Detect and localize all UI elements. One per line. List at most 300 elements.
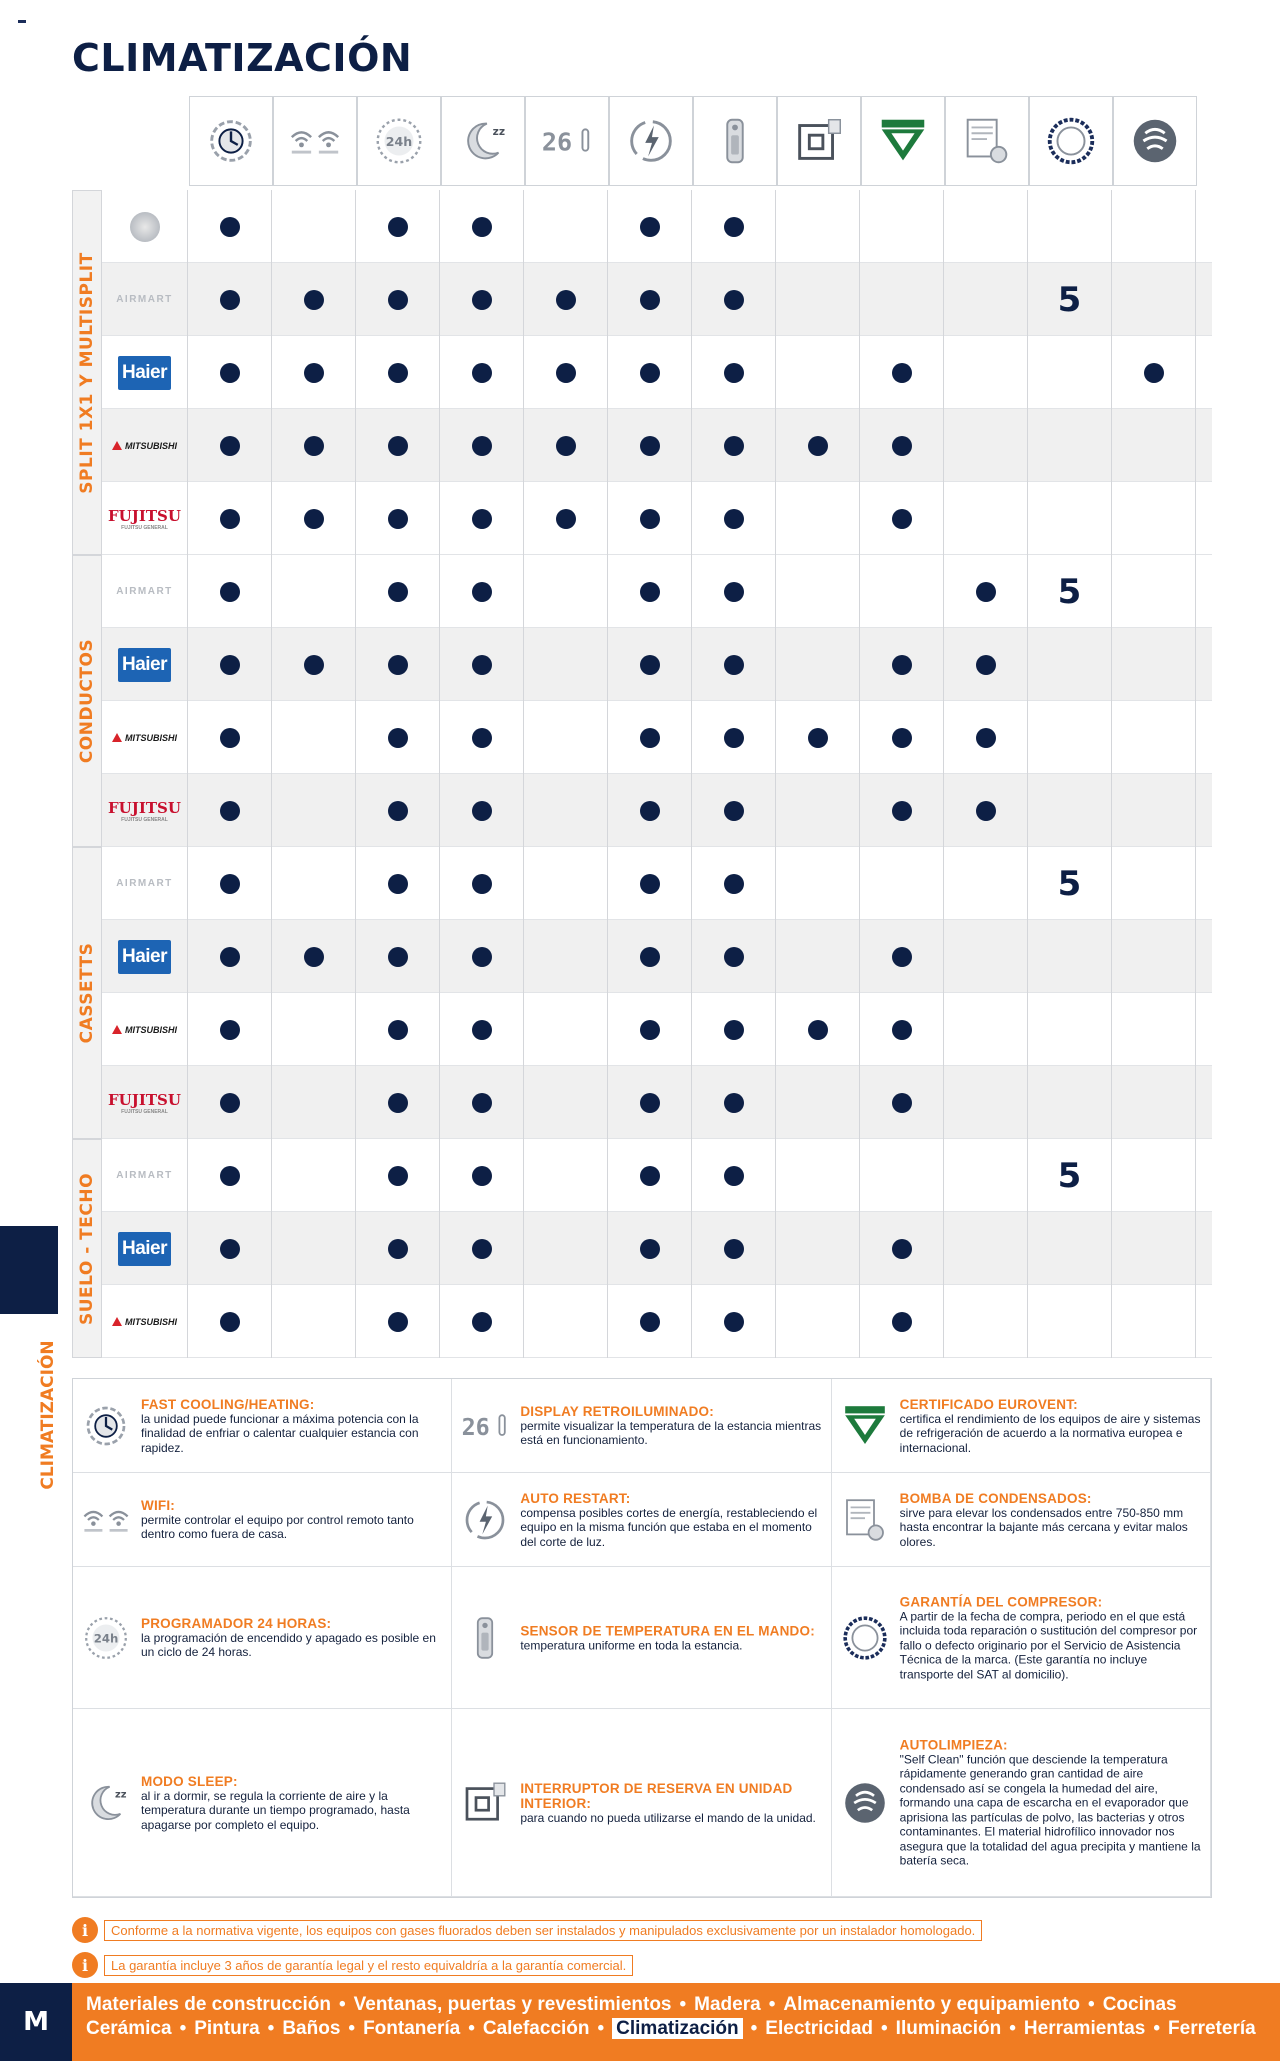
legend-description: la unidad puede funcionar a máxima potencia con la finalidad de enfriar o calentar cualquier estancia con rapidez.: [141, 1411, 419, 1455]
brand-fujitsu: FUJITSU FUJITSU GENERAL: [108, 1090, 181, 1115]
brand-round-logo-icon: [130, 212, 160, 242]
feature-cell: [188, 482, 272, 555]
feature-dot: [472, 1020, 492, 1040]
warranty-years-value: 5: [1057, 279, 1082, 320]
feature-dot: [892, 509, 912, 529]
feature-cell: [1112, 336, 1196, 409]
feature-dot: [556, 436, 576, 456]
feature-cell: [356, 993, 440, 1066]
feature-dot: [724, 290, 744, 310]
fast-cooling-icon: [189, 96, 273, 186]
feature-dot: [892, 947, 912, 967]
feature-cell: [860, 847, 944, 920]
feature-cell: [272, 993, 356, 1066]
brand-haier: Haier: [118, 356, 171, 390]
footer-category-link[interactable]: Materiales de construcción: [86, 1994, 331, 2015]
legend-text: [900, 1396, 1202, 1455]
feature-dot: [892, 1020, 912, 1040]
feature-cell: [692, 847, 776, 920]
footer-category-link[interactable]: Baños: [282, 2018, 341, 2039]
feature-dot: [640, 1093, 660, 1113]
legend-item: [452, 1379, 831, 1473]
feature-cell: [776, 190, 860, 263]
feature-cell: [188, 1139, 272, 1212]
feature-cell: [272, 701, 356, 774]
legend-item: [73, 1473, 452, 1567]
footer-separator: •: [348, 2018, 356, 2039]
feature-cell: [272, 409, 356, 482]
footer-separator: •: [338, 1994, 346, 2015]
page-title: CLIMATIZACIÓN: [72, 36, 413, 80]
feature-cell: [860, 190, 944, 263]
eurovent-icon: [838, 1399, 892, 1453]
feature-cell: [776, 555, 860, 628]
brand-cell: [102, 701, 188, 774]
feature-dot: [808, 1020, 828, 1040]
brand-mitsubishi: MITSUBISHI: [112, 1025, 177, 1035]
feature-dot: [472, 582, 492, 602]
legend-text: [900, 1737, 1202, 1868]
legend-text: [520, 1404, 822, 1448]
feature-dot: [472, 801, 492, 821]
feature-cell: [608, 1139, 692, 1212]
feature-dot: [388, 1239, 408, 1259]
feature-cell: [272, 1285, 356, 1358]
footer-category-link[interactable]: Fontanería: [363, 2018, 461, 2039]
brand-mitsubishi: MITSUBISHI: [112, 733, 177, 743]
footer-separator: •: [267, 2018, 275, 2039]
backup-switch-icon: [458, 1776, 512, 1830]
feature-cell: [356, 628, 440, 701]
feature-cell: [692, 1285, 776, 1358]
feature-dot: [724, 728, 744, 748]
legend-title: AUTO RESTART:: [520, 1490, 631, 1506]
feature-cell: [272, 482, 356, 555]
table-row: [102, 920, 1212, 993]
feature-cell: [1028, 1212, 1112, 1285]
feature-cell: [860, 336, 944, 409]
feature-dot: [388, 582, 408, 602]
footer-separator: •: [468, 2018, 475, 2039]
feature-cell: [1112, 409, 1196, 482]
footer-separator: •: [679, 1994, 687, 2015]
self-clean-icon: [1113, 96, 1197, 186]
feature-cell: [272, 190, 356, 263]
feature-cell: [944, 993, 1028, 1066]
feature-dot: [472, 1239, 492, 1259]
legend-title: INTERRUPTOR DE RESERVA EN UNIDAD INTERIOR:: [520, 1780, 793, 1811]
feature-cell: [272, 1212, 356, 1285]
feature-dot: [472, 874, 492, 894]
feature-cell: [440, 774, 524, 847]
feature-cell: [692, 1066, 776, 1139]
footer-category-link[interactable]: Herramientas: [1023, 2018, 1146, 2039]
feature-dot: [724, 655, 744, 675]
feature-cell: [1112, 1139, 1196, 1212]
feature-cell: [776, 336, 860, 409]
legend-description: "Self Clean" función que desciende la temperatura rápidamente generando gran cantidad de aire condensado así se congela la humedad del aire, formando una capa de escarcha en el evaporador que aprisiona las partículas de polvo, las bacterias y otros contaminantes. El material hidrofílico innovador nos asegura que la totalidad del agua precipita y mantiene la batería seca.: [899, 1752, 1201, 1868]
feature-cell: [524, 555, 608, 628]
feature-dot: [976, 655, 996, 675]
feature-cell: [356, 1139, 440, 1212]
feature-cell: [356, 1212, 440, 1285]
footer-category-link[interactable]: Madera: [694, 1994, 761, 2015]
svg-text:26: 26: [541, 127, 573, 157]
feature-cell: [524, 336, 608, 409]
feature-cell: [608, 336, 692, 409]
feature-dot: [892, 363, 912, 383]
feature-dot: [892, 1312, 912, 1332]
legend-text: [520, 1490, 822, 1549]
feature-dot: [724, 801, 744, 821]
feature-cell: [524, 482, 608, 555]
feature-dot: [472, 947, 492, 967]
backup-switch-icon: [777, 96, 861, 186]
feature-cell: [1028, 1285, 1112, 1358]
feature-dot: [724, 582, 744, 602]
feature-cell: [608, 263, 692, 336]
brand-airmart: AIRMART: [116, 878, 173, 889]
feature-cell: [440, 920, 524, 993]
feature-cell: [440, 336, 524, 409]
feature-cell: [944, 628, 1028, 701]
legend-title: AUTOLIMPIEZA:: [899, 1737, 1008, 1752]
feature-cell: [1112, 482, 1196, 555]
feature-dot: [220, 801, 240, 821]
footer-category-link[interactable]: Ferretería: [1168, 2018, 1256, 2039]
section-label: [72, 555, 102, 847]
feature-cell: [272, 774, 356, 847]
feature-dot: [388, 436, 408, 456]
feature-cell: [944, 482, 1028, 555]
feature-cell: [272, 847, 356, 920]
feature-dot: [388, 1020, 408, 1040]
footer-separator: •: [1009, 2018, 1016, 2039]
feature-cell: [1028, 774, 1112, 847]
feature-cell: [440, 701, 524, 774]
note-warranty: [72, 1952, 633, 1978]
feature-cell: [272, 555, 356, 628]
svg-text:24h: 24h: [385, 133, 413, 149]
feature-dot: [220, 1020, 240, 1040]
legend-text: [520, 1623, 822, 1653]
feature-cell: [692, 1212, 776, 1285]
section-label: [72, 1139, 102, 1358]
section-label-text: CONDUCTOS: [77, 638, 97, 764]
feature-dot: [304, 436, 324, 456]
feature-cell: [440, 555, 524, 628]
feature-dot: [472, 509, 492, 529]
brand-cell: [102, 993, 188, 1066]
feature-dot: [472, 363, 492, 383]
feature-cell: [692, 336, 776, 409]
feature-dot: [472, 1312, 492, 1332]
feature-cell: [776, 409, 860, 482]
legend-item: [452, 1709, 831, 1897]
feature-dot: [892, 436, 912, 456]
legend-description: permite visualizar la temperatura de la estancia mientras está en funcionamiento.: [520, 1418, 822, 1447]
legend-description: la programación de encendido y apagado es posible en un ciclo de 24 horas.: [141, 1630, 436, 1659]
feature-dot: [892, 1239, 912, 1259]
feature-dot: [220, 290, 240, 310]
feature-dot: [640, 947, 660, 967]
feature-dot: [388, 801, 408, 821]
feature-cell: [524, 628, 608, 701]
feature-cell: [1028, 409, 1112, 482]
feature-cell: [608, 482, 692, 555]
table-row: [102, 1066, 1212, 1139]
feature-dot: [640, 290, 660, 310]
feature-cell: [944, 920, 1028, 993]
feature-cell: [860, 628, 944, 701]
feature-dot: [640, 1312, 660, 1332]
feature-dot: [388, 728, 408, 748]
legend-item: [832, 1567, 1211, 1709]
condensate-pump-icon: [838, 1493, 892, 1547]
feature-cell: [524, 1066, 608, 1139]
feature-cell: [524, 1285, 608, 1358]
feature-dot: [640, 1020, 660, 1040]
feature-dot: [388, 509, 408, 529]
footer-category-link[interactable]: Calefacción: [482, 2018, 590, 2039]
remote-sensor-icon: [693, 96, 777, 186]
table-row: [102, 1139, 1212, 1212]
feature-cell: [1112, 1066, 1196, 1139]
feature-dot: [640, 1166, 660, 1186]
side-section-label: CLIMATIZACIÓN: [38, 1340, 58, 1490]
feature-cell: [356, 263, 440, 336]
footer-separator: •: [1088, 1994, 1095, 2015]
brand-logo[interactable]: M: [0, 1983, 72, 2061]
feature-dot: [724, 363, 744, 383]
feature-cell: [272, 1139, 356, 1212]
wifi-icon: [273, 96, 357, 186]
brand-haier: Haier: [118, 1232, 171, 1266]
feature-cell: [440, 847, 524, 920]
feature-dot: [220, 947, 240, 967]
legend-title: SENSOR DE TEMPERATURA EN EL MANDO:: [520, 1622, 815, 1638]
feature-cell: [1112, 1285, 1196, 1358]
feature-cell: [356, 555, 440, 628]
feature-dot: [472, 1166, 492, 1186]
feature-cell: [944, 701, 1028, 774]
compressor-warranty-icon: [838, 1611, 892, 1665]
feature-dot: [388, 217, 408, 237]
feature-cell: [860, 482, 944, 555]
note-fluorinated-gases: [72, 1917, 982, 1943]
feature-cell: [524, 847, 608, 920]
footer-category-link[interactable]: Iluminación: [895, 2018, 1002, 2039]
feature-dot: [640, 728, 660, 748]
feature-cell: [1028, 847, 1112, 920]
note-text: La garantía incluye 3 años de garantía legal y el resto equivaldría a la garantía comercial.: [104, 1955, 633, 1976]
wifi-icon: [79, 1493, 133, 1547]
brand-haier: Haier: [118, 648, 171, 682]
feature-dot: [556, 509, 576, 529]
feature-dot: [220, 436, 240, 456]
feature-cell: [608, 190, 692, 263]
feature-cell: [776, 482, 860, 555]
warranty-years-value: 5: [1057, 571, 1082, 612]
feature-dot: [388, 655, 408, 675]
feature-dot: [808, 436, 828, 456]
brand-cell: [102, 1285, 188, 1358]
feature-cell: [608, 701, 692, 774]
feature-dot: [472, 1093, 492, 1113]
footer-category-link[interactable]: Climatización: [612, 2018, 742, 2039]
footer-separator: •: [1153, 2018, 1161, 2039]
feature-cell: [860, 1139, 944, 1212]
feature-cell: [608, 774, 692, 847]
feature-cell: [608, 993, 692, 1066]
feature-cell: [188, 993, 272, 1066]
footer-line: [86, 2017, 1266, 2041]
mitsubishi-logo-icon: [112, 1025, 122, 1034]
table-row: [102, 628, 1212, 701]
feature-cell: [188, 409, 272, 482]
feature-cell: [440, 1212, 524, 1285]
feature-cell: [692, 263, 776, 336]
section-label-text: SPLIT 1X1 Y MULTISPLIT: [77, 251, 97, 494]
feature-cell: [1112, 774, 1196, 847]
feature-cell: [944, 190, 1028, 263]
feature-cell: [188, 628, 272, 701]
table-row: [102, 774, 1212, 847]
feature-cell: [608, 628, 692, 701]
feature-cell: [1112, 555, 1196, 628]
footer-category-link[interactable]: Electricidad: [765, 2018, 874, 2039]
feature-dot: [220, 1166, 240, 1186]
footer-categories: [86, 1993, 1266, 2041]
feature-cell: [944, 847, 1028, 920]
table-row: [102, 336, 1212, 409]
feature-dot: [220, 509, 240, 529]
compressor-warranty-icon: [1029, 96, 1113, 186]
legend-text: [141, 1773, 443, 1832]
feature-cell: [1112, 993, 1196, 1066]
feature-cell: [188, 920, 272, 993]
feature-cell: [692, 409, 776, 482]
legend-title: GARANTÍA DEL COMPRESOR:: [899, 1593, 1103, 1609]
feature-cell: [188, 336, 272, 409]
footer-category-link[interactable]: Ventanas, puertas y revestimientos: [353, 1994, 672, 2015]
mitsubishi-logo-icon: [112, 733, 122, 742]
eurovent-icon: [861, 96, 945, 186]
legend-item: [832, 1379, 1211, 1473]
feature-dot: [388, 874, 408, 894]
feature-cell: [944, 409, 1028, 482]
matrix-body: [72, 190, 1212, 1359]
feature-cell: [188, 190, 272, 263]
brand-cell: [102, 336, 188, 409]
feature-dot: [724, 874, 744, 894]
feature-cell: [1112, 1212, 1196, 1285]
fast-cooling-icon: [79, 1399, 133, 1453]
timer-24h-icon: [357, 96, 441, 186]
feature-dot: [304, 655, 324, 675]
legend-text: [141, 1396, 443, 1455]
feature-cell: [440, 190, 524, 263]
feature-cell: [608, 409, 692, 482]
feature-cell: [440, 263, 524, 336]
feature-dot: [304, 290, 324, 310]
brand-cell: [102, 628, 188, 701]
legend-title: WIFI:: [141, 1497, 175, 1513]
feature-cell: [776, 1285, 860, 1358]
feature-cell: [776, 1212, 860, 1285]
feature-dot: [1144, 363, 1164, 383]
feature-cell: [944, 1066, 1028, 1139]
feature-cell: [188, 1285, 272, 1358]
legend-description: permite controlar el equipo por control remoto tanto dentro como fuera de casa.: [141, 1512, 414, 1541]
auto-restart-icon: [458, 1493, 512, 1547]
feature-dot: [304, 363, 324, 383]
legend-title: MODO SLEEP:: [141, 1773, 238, 1789]
feature-cell: [860, 920, 944, 993]
table-row: [102, 701, 1212, 774]
feature-cell: [272, 628, 356, 701]
feature-dot: [724, 1239, 744, 1259]
section-label: [72, 847, 102, 1139]
feature-dot: [724, 217, 744, 237]
brand-cell: [102, 1139, 188, 1212]
note-text: Conforme a la normativa vigente, los equipos con gases fluorados deben ser instalados y manipulados exclusivamente por un instalador homologado.: [104, 1920, 982, 1941]
feature-dot: [472, 290, 492, 310]
feature-dot: [388, 363, 408, 383]
feature-cell: [272, 1066, 356, 1139]
section-suelo-techo: [72, 1139, 1212, 1358]
legend-text: [520, 1780, 822, 1825]
table-row: [102, 482, 1212, 555]
feature-dot: [976, 582, 996, 602]
section-conductos: [72, 555, 1212, 847]
feature-cell: [1028, 1139, 1112, 1212]
mitsubishi-logo-icon: [112, 441, 122, 450]
brand-cell: [102, 190, 188, 263]
feature-cell: [524, 263, 608, 336]
feature-cell: [356, 701, 440, 774]
footer-category-link[interactable]: Almacenamiento y equipamiento: [783, 1994, 1081, 2015]
feature-dot: [220, 728, 240, 748]
feature-dot: [388, 1093, 408, 1113]
feature-cell: [356, 1066, 440, 1139]
feature-cell: [608, 1212, 692, 1285]
feature-cell: [692, 920, 776, 993]
mitsubishi-logo-icon: [112, 1317, 122, 1326]
legend-description: certifica el rendimiento de los equipos de aire y sistemas de refrigeración de acuerdo a la normativa europea e internacional.: [899, 1411, 1201, 1455]
legend-title: CERTIFICADO EUROVENT:: [899, 1396, 1078, 1412]
feature-cell: [356, 190, 440, 263]
footer-separator: •: [179, 2018, 187, 2039]
footer-category-link[interactable]: Cocinas: [1102, 1994, 1177, 2015]
feature-dot: [220, 1239, 240, 1259]
feature-cell: [692, 190, 776, 263]
table-row: [102, 409, 1212, 482]
legend-item: [73, 1709, 452, 1897]
feature-cell: [860, 263, 944, 336]
section-label: [72, 190, 102, 555]
feature-cell: [776, 628, 860, 701]
feature-cell: [608, 1066, 692, 1139]
section-label-text: SUELO - TECHO: [77, 1172, 97, 1325]
table-row: [102, 555, 1212, 628]
feature-cell: [692, 1139, 776, 1212]
legend-text: [141, 1498, 443, 1542]
feature-dot: [388, 947, 408, 967]
footer-category-link[interactable]: Pintura: [194, 2018, 260, 2039]
footer-category-link[interactable]: Cerámica: [86, 2018, 172, 2039]
feature-cell: [188, 1212, 272, 1285]
